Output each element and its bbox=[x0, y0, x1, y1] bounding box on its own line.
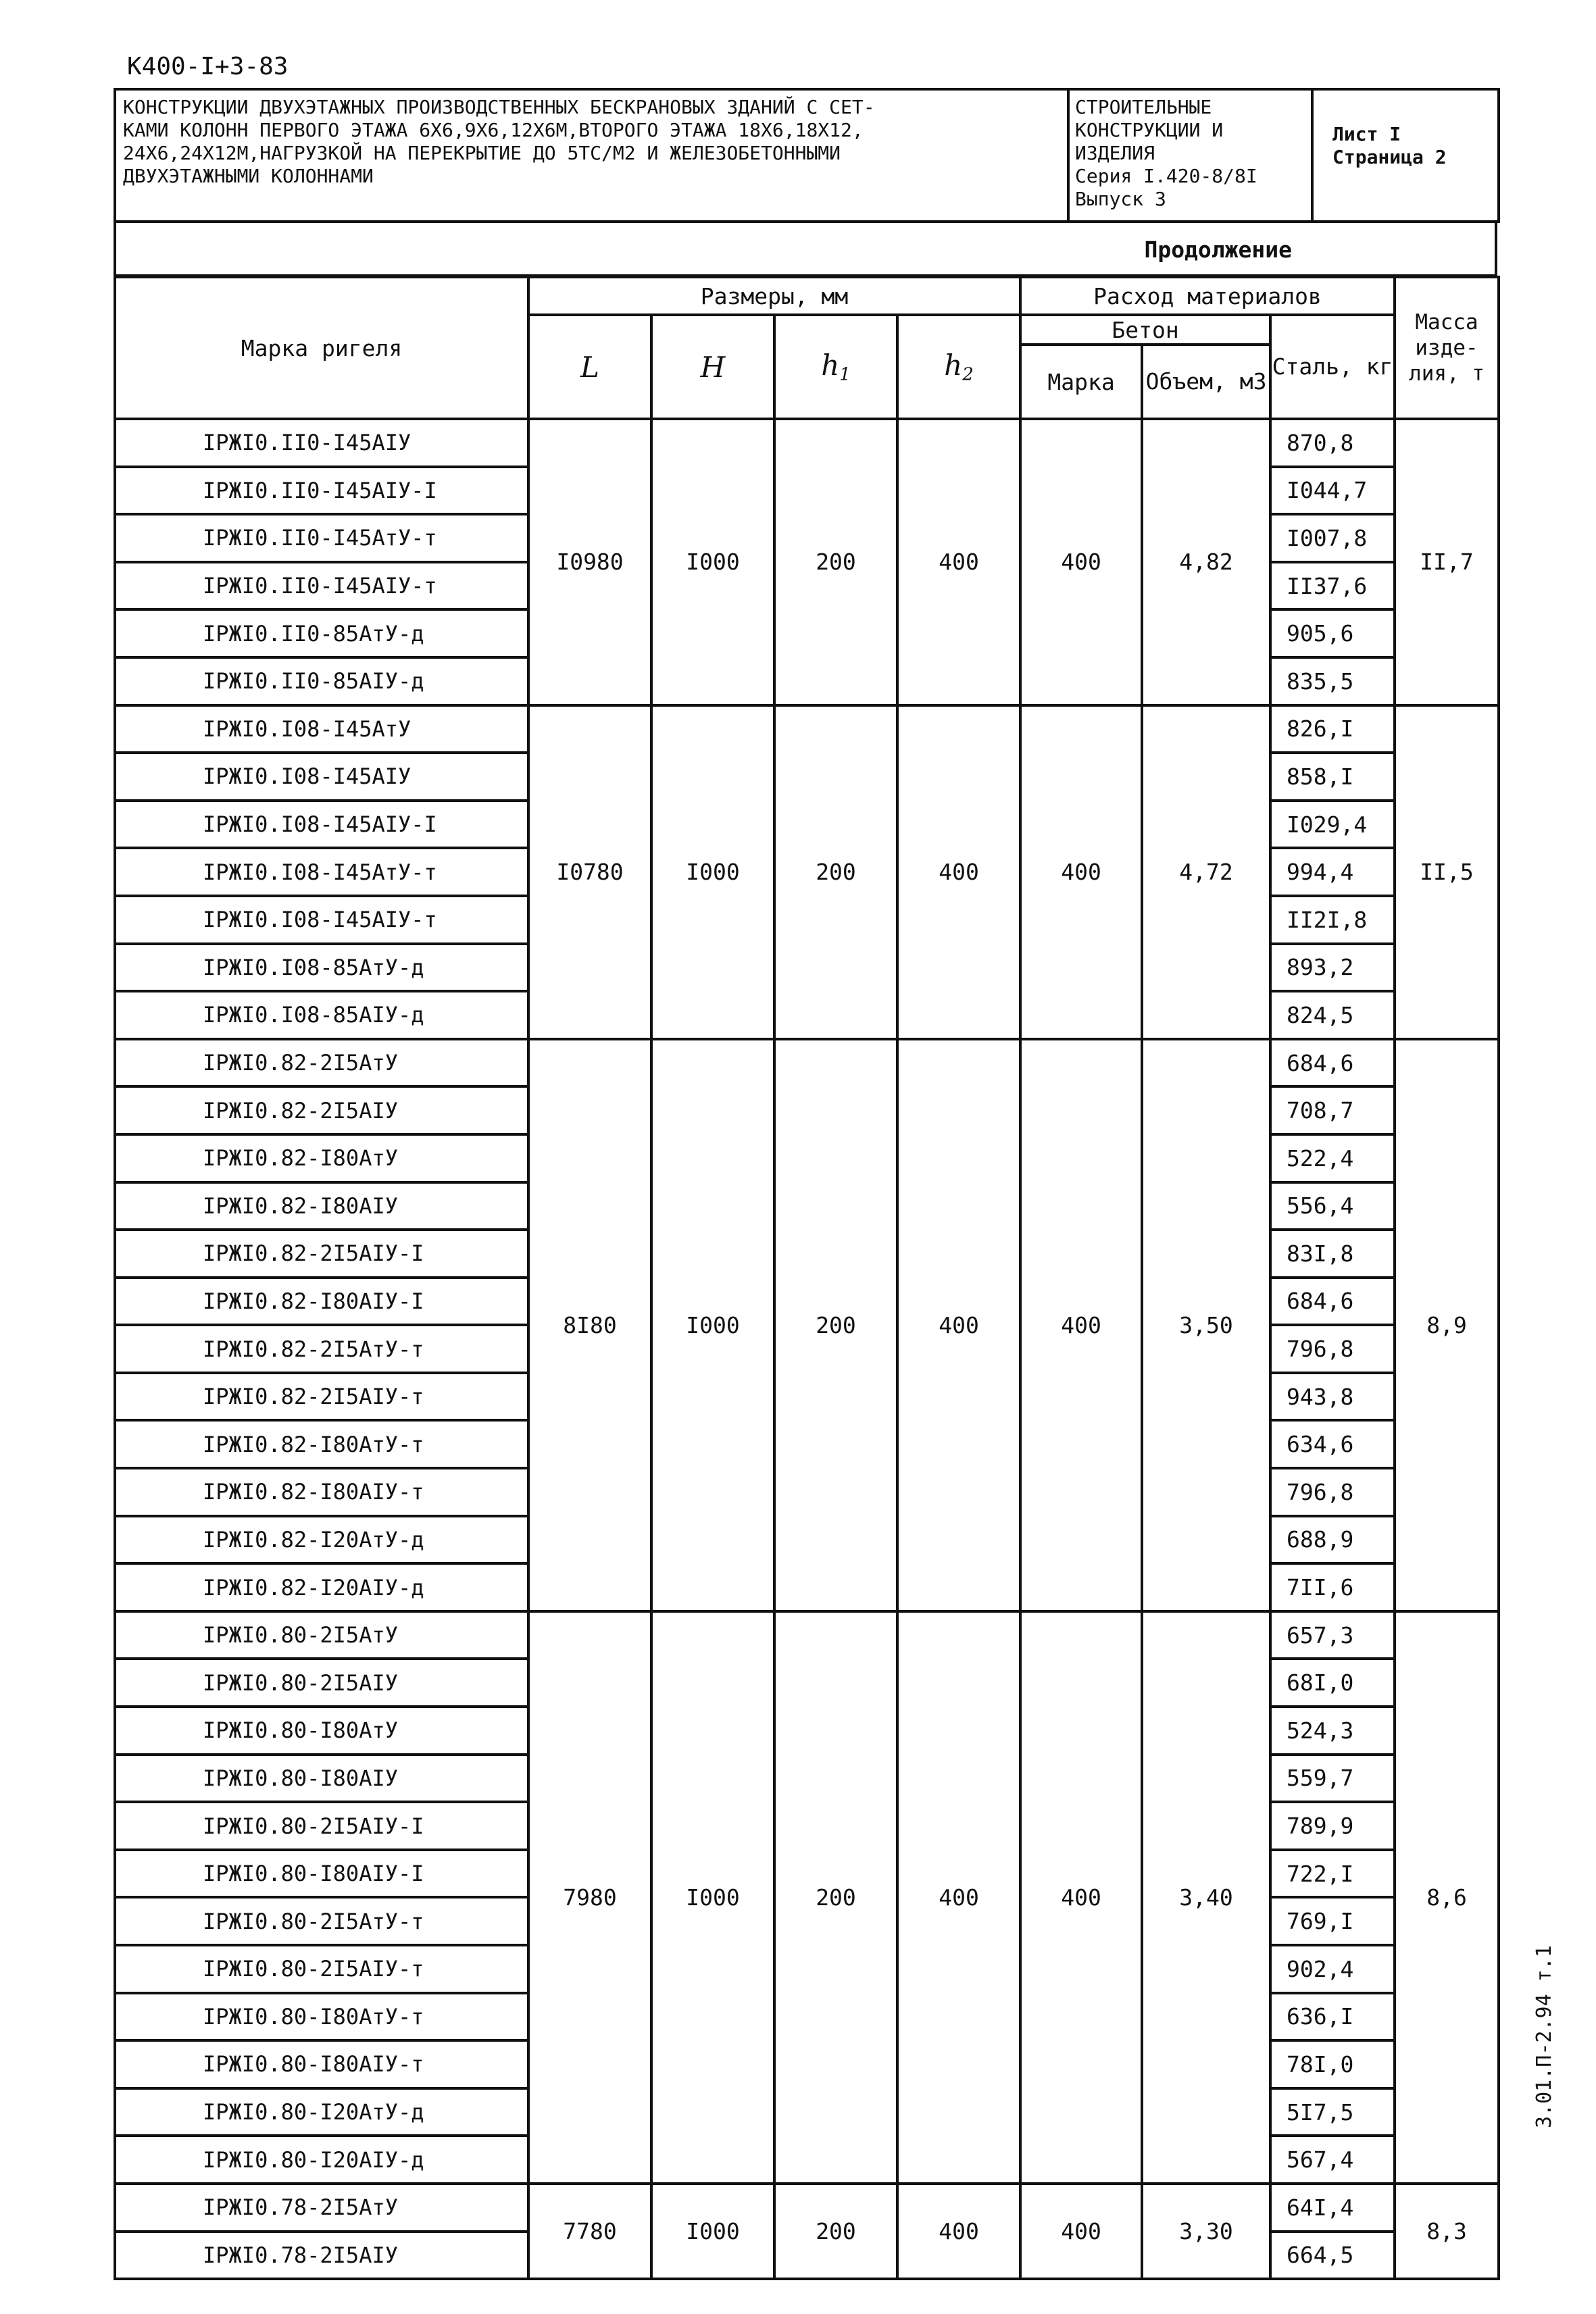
concrete-grade: 400 bbox=[1020, 705, 1142, 1039]
beam-mark: IРЖI0.82-2I5АтУ bbox=[115, 1039, 528, 1087]
steel-kg: 559,7 bbox=[1270, 1755, 1395, 1803]
steel-kg: 708,7 bbox=[1270, 1086, 1395, 1134]
steel-kg: 789,9 bbox=[1270, 1802, 1395, 1850]
height-h2: 400 bbox=[897, 1611, 1020, 2184]
length-l: 7780 bbox=[528, 2184, 651, 2279]
series-info bbox=[1068, 89, 1312, 222]
length-l: 7980 bbox=[528, 1611, 651, 2184]
symbol-h: H bbox=[700, 350, 726, 384]
side-stamp: 3.01.П-2.94 т.1 bbox=[1532, 1945, 1556, 2128]
steel-kg: 824,5 bbox=[1270, 991, 1395, 1039]
beam-mark: IРЖI0.82-I80АIУ bbox=[115, 1182, 528, 1230]
steel-kg: 68I,0 bbox=[1270, 1659, 1395, 1707]
header-h2 bbox=[897, 315, 1020, 419]
steel-kg: II37,6 bbox=[1270, 562, 1395, 610]
steel-kg: 835,5 bbox=[1270, 657, 1395, 705]
beam-mark: IРЖI0.I08-I45АIУ-I bbox=[115, 801, 528, 849]
steel-kg: 684,6 bbox=[1270, 1039, 1395, 1087]
table-row bbox=[115, 1611, 1499, 1659]
beam-mark: IРЖI0.II0-I45АтУ-т bbox=[115, 514, 528, 562]
header-h1 bbox=[774, 315, 897, 419]
steel-kg: 722,I bbox=[1270, 1850, 1395, 1898]
continuation-label: Продолжение bbox=[1144, 236, 1292, 263]
series-line: ИЗДЕЛИЯ bbox=[1075, 142, 1155, 164]
document-title bbox=[115, 89, 1068, 222]
beam-mark: IРЖI0.78-2I5АIУ bbox=[115, 2232, 528, 2280]
item-mass: II,5 bbox=[1395, 705, 1499, 1039]
concrete-volume: 3,40 bbox=[1142, 1611, 1270, 2184]
series-line: Выпуск 3 bbox=[1075, 188, 1166, 210]
steel-kg: 943,8 bbox=[1270, 1373, 1395, 1421]
steel-kg: 657,3 bbox=[1270, 1611, 1395, 1659]
height-h: I000 bbox=[651, 1611, 774, 2184]
page-number: Страница 2 bbox=[1332, 146, 1447, 168]
series-line: КОНСТРУКЦИИ И bbox=[1075, 119, 1224, 141]
beam-mark: IРЖI0.80-2I5АIУ-I bbox=[115, 1802, 528, 1850]
beam-mark: IРЖI0.82-2I5АIУ bbox=[115, 1086, 528, 1134]
height-h2: 400 bbox=[897, 1039, 1020, 1611]
beam-mark: IРЖI0.I08-I45АтУ-т bbox=[115, 848, 528, 896]
steel-kg: 796,8 bbox=[1270, 1325, 1395, 1373]
beam-mark: IРЖI0.80-2I5АIУ-т bbox=[115, 1945, 528, 1993]
steel-kg: 858,I bbox=[1270, 753, 1395, 801]
concrete-grade: 400 bbox=[1020, 2184, 1142, 2279]
height-h1: 200 bbox=[774, 1611, 897, 2184]
header-volume: Объем, м3 bbox=[1142, 345, 1270, 419]
beam-mark: IРЖI0.I08-85АIУ-д bbox=[115, 991, 528, 1039]
beam-mark: IРЖI0.II0-I45АIУ-т bbox=[115, 562, 528, 610]
item-mass: II,7 bbox=[1395, 419, 1499, 705]
beam-mark: IРЖI0.80-I80АIУ-т bbox=[115, 2040, 528, 2088]
header-materials: Расход материалов bbox=[1020, 277, 1395, 315]
steel-kg: 634,6 bbox=[1270, 1420, 1395, 1468]
beam-mark: IРЖI0.I08-I45АтУ bbox=[115, 705, 528, 753]
series-line: Серия I.420-8/8I bbox=[1075, 165, 1257, 187]
height-h2: 400 bbox=[897, 2184, 1020, 2279]
steel-kg: 796,8 bbox=[1270, 1468, 1395, 1516]
beam-mark: IРЖI0.II0-85АтУ-д bbox=[115, 609, 528, 657]
item-mass: 8,9 bbox=[1395, 1039, 1499, 1611]
header-concrete: Бетон bbox=[1020, 315, 1270, 345]
steel-kg: II2I,8 bbox=[1270, 896, 1395, 944]
height-h: I000 bbox=[651, 705, 774, 1039]
steel-kg: 7II,6 bbox=[1270, 1563, 1395, 1611]
height-h1: 200 bbox=[774, 1039, 897, 1611]
steel-kg: 5I7,5 bbox=[1270, 2088, 1395, 2136]
beam-mark: IРЖI0.82-2I5АIУ-I bbox=[115, 1230, 528, 1278]
beam-mark: IРЖI0.80-I80АтУ-т bbox=[115, 1993, 528, 2041]
beam-mark: IРЖI0.II0-I45АIУ-I bbox=[115, 467, 528, 515]
beam-mark: IРЖI0.82-2I5АтУ-т bbox=[115, 1325, 528, 1373]
sheet-number: Лист I bbox=[1332, 123, 1401, 145]
length-l: 8I80 bbox=[528, 1039, 651, 1611]
concrete-grade: 400 bbox=[1020, 419, 1142, 705]
beam-mark: IРЖI0.80-I80АтУ bbox=[115, 1707, 528, 1755]
steel-kg: 664,5 bbox=[1270, 2232, 1395, 2280]
table-row bbox=[115, 1039, 1499, 1087]
steel-kg: 684,6 bbox=[1270, 1278, 1395, 1326]
beam-mark: IРЖI0.I08-I45АIУ-т bbox=[115, 896, 528, 944]
header-sizes: Размеры, мм bbox=[528, 277, 1020, 315]
table-body bbox=[115, 419, 1499, 2279]
beam-mark: IРЖI0.80-2I5АтУ-т bbox=[115, 1897, 528, 1945]
symbol-h2-sub: 2 bbox=[962, 364, 974, 385]
height-h1: 200 bbox=[774, 419, 897, 705]
header-concrete-grade: Марка bbox=[1020, 345, 1142, 419]
steel-kg: I029,4 bbox=[1270, 801, 1395, 849]
beam-mark: IРЖI0.78-2I5АтУ bbox=[115, 2184, 528, 2232]
symbol-l: L bbox=[580, 350, 599, 384]
height-h2: 400 bbox=[897, 705, 1020, 1039]
beam-mark: IРЖI0.80-I20АIУ-д bbox=[115, 2136, 528, 2184]
title-block bbox=[114, 88, 1500, 223]
header-h bbox=[651, 315, 774, 419]
concrete-grade: 400 bbox=[1020, 1611, 1142, 2184]
steel-kg: 902,4 bbox=[1270, 1945, 1395, 1993]
steel-kg: 769,I bbox=[1270, 1897, 1395, 1945]
table-row bbox=[115, 705, 1499, 753]
table-row bbox=[115, 2184, 1499, 2232]
steel-kg: 905,6 bbox=[1270, 609, 1395, 657]
beam-mark: IРЖI0.82-I80АтУ-т bbox=[115, 1420, 528, 1468]
title-line: КОНСТРУКЦИИ ДВУХЭТАЖНЫХ ПРОИЗВОДСТВЕННЫХ БЕСКРАНОВЫХ ЗДАНИЙ С СЕТ- bbox=[123, 96, 875, 118]
beam-mark: IРЖI0.82-2I5АIУ-т bbox=[115, 1373, 528, 1421]
title-line: КАМИ КОЛОНН ПЕРВОГО ЭТАЖА 6Х6,9Х6,12Х6М,ВТОРОГО ЭТАЖА 18Х6,18Х12, bbox=[123, 119, 864, 141]
header-steel: Сталь, кг bbox=[1270, 315, 1395, 419]
steel-kg: I044,7 bbox=[1270, 467, 1395, 515]
steel-kg: 83I,8 bbox=[1270, 1230, 1395, 1278]
height-h1: 200 bbox=[774, 705, 897, 1039]
height-h: I000 bbox=[651, 419, 774, 705]
document-code: К400-I+3-83 bbox=[127, 53, 289, 80]
continuation-bar bbox=[114, 223, 1497, 277]
symbol-h1-sub: 1 bbox=[839, 364, 851, 385]
beam-mark: IРЖI0.80-I20АтУ-д bbox=[115, 2088, 528, 2136]
beam-mark: IРЖI0.80-I80АIУ bbox=[115, 1755, 528, 1803]
title-line: 24Х6,24Х12М,НАГРУЗКОЙ НА ПЕРЕКРЫТИЕ ДО 5ТС/М2 И ЖЕЛЕЗОБЕТОННЫМИ bbox=[123, 142, 841, 164]
beam-mark: IРЖI0.80-I80АIУ-I bbox=[115, 1850, 528, 1898]
height-h: I000 bbox=[651, 1039, 774, 1611]
steel-kg: 994,4 bbox=[1270, 848, 1395, 896]
beam-mark: IРЖI0.80-2I5АтУ bbox=[115, 1611, 528, 1659]
table-row bbox=[115, 419, 1499, 467]
concrete-volume: 4,72 bbox=[1142, 705, 1270, 1039]
beam-mark: IРЖI0.82-I80АтУ bbox=[115, 1134, 528, 1182]
header-mark: Марка ригеля bbox=[115, 277, 528, 419]
series-line: СТРОИТЕЛЬНЫЕ bbox=[1075, 96, 1212, 118]
steel-kg: 870,8 bbox=[1270, 419, 1395, 467]
steel-kg: 78I,0 bbox=[1270, 2040, 1395, 2088]
steel-kg: 688,9 bbox=[1270, 1516, 1395, 1564]
steel-kg: 524,3 bbox=[1270, 1707, 1395, 1755]
length-l: I0780 bbox=[528, 705, 651, 1039]
beam-mark: IРЖI0.I08-85АтУ-д bbox=[115, 944, 528, 992]
item-mass: 8,3 bbox=[1395, 2184, 1499, 2279]
title-line: ДВУХЭТАЖНЫМИ КОЛОННАМИ bbox=[123, 165, 374, 187]
height-h1: 200 bbox=[774, 2184, 897, 2279]
symbol-h1: h bbox=[821, 349, 840, 382]
height-h2: 400 bbox=[897, 419, 1020, 705]
beam-mark: IРЖI0.82-I20АIУ-д bbox=[115, 1563, 528, 1611]
steel-kg: I007,8 bbox=[1270, 514, 1395, 562]
beam-mark: IРЖI0.82-I20АтУ-д bbox=[115, 1516, 528, 1564]
beam-table bbox=[114, 276, 1500, 2280]
steel-kg: 826,I bbox=[1270, 705, 1395, 753]
concrete-volume: 3,50 bbox=[1142, 1039, 1270, 1611]
beam-mark: IРЖI0.82-I80АIУ-т bbox=[115, 1468, 528, 1516]
sheet-info bbox=[1312, 89, 1499, 222]
symbol-h2: h bbox=[944, 349, 963, 382]
concrete-volume: 3,30 bbox=[1142, 2184, 1270, 2279]
height-h: I000 bbox=[651, 2184, 774, 2279]
concrete-grade: 400 bbox=[1020, 1039, 1142, 1611]
steel-kg: 522,4 bbox=[1270, 1134, 1395, 1182]
concrete-volume: 4,82 bbox=[1142, 419, 1270, 705]
steel-kg: 636,I bbox=[1270, 1993, 1395, 2041]
steel-kg: 64I,4 bbox=[1270, 2184, 1395, 2232]
steel-kg: 556,4 bbox=[1270, 1182, 1395, 1230]
length-l: I0980 bbox=[528, 419, 651, 705]
beam-mark: IРЖI0.82-I80АIУ-I bbox=[115, 1278, 528, 1326]
beam-mark: IРЖI0.80-2I5АIУ bbox=[115, 1659, 528, 1707]
beam-mark: IРЖI0.II0-I45АIУ bbox=[115, 419, 528, 467]
beam-mark: IРЖI0.II0-85АIУ-д bbox=[115, 657, 528, 705]
header-mass: Масса изде-лия, т bbox=[1395, 277, 1499, 419]
beam-mark: IРЖI0.I08-I45АIУ bbox=[115, 753, 528, 801]
steel-kg: 567,4 bbox=[1270, 2136, 1395, 2184]
steel-kg: 893,2 bbox=[1270, 944, 1395, 992]
item-mass: 8,6 bbox=[1395, 1611, 1499, 2184]
header-l bbox=[528, 315, 651, 419]
